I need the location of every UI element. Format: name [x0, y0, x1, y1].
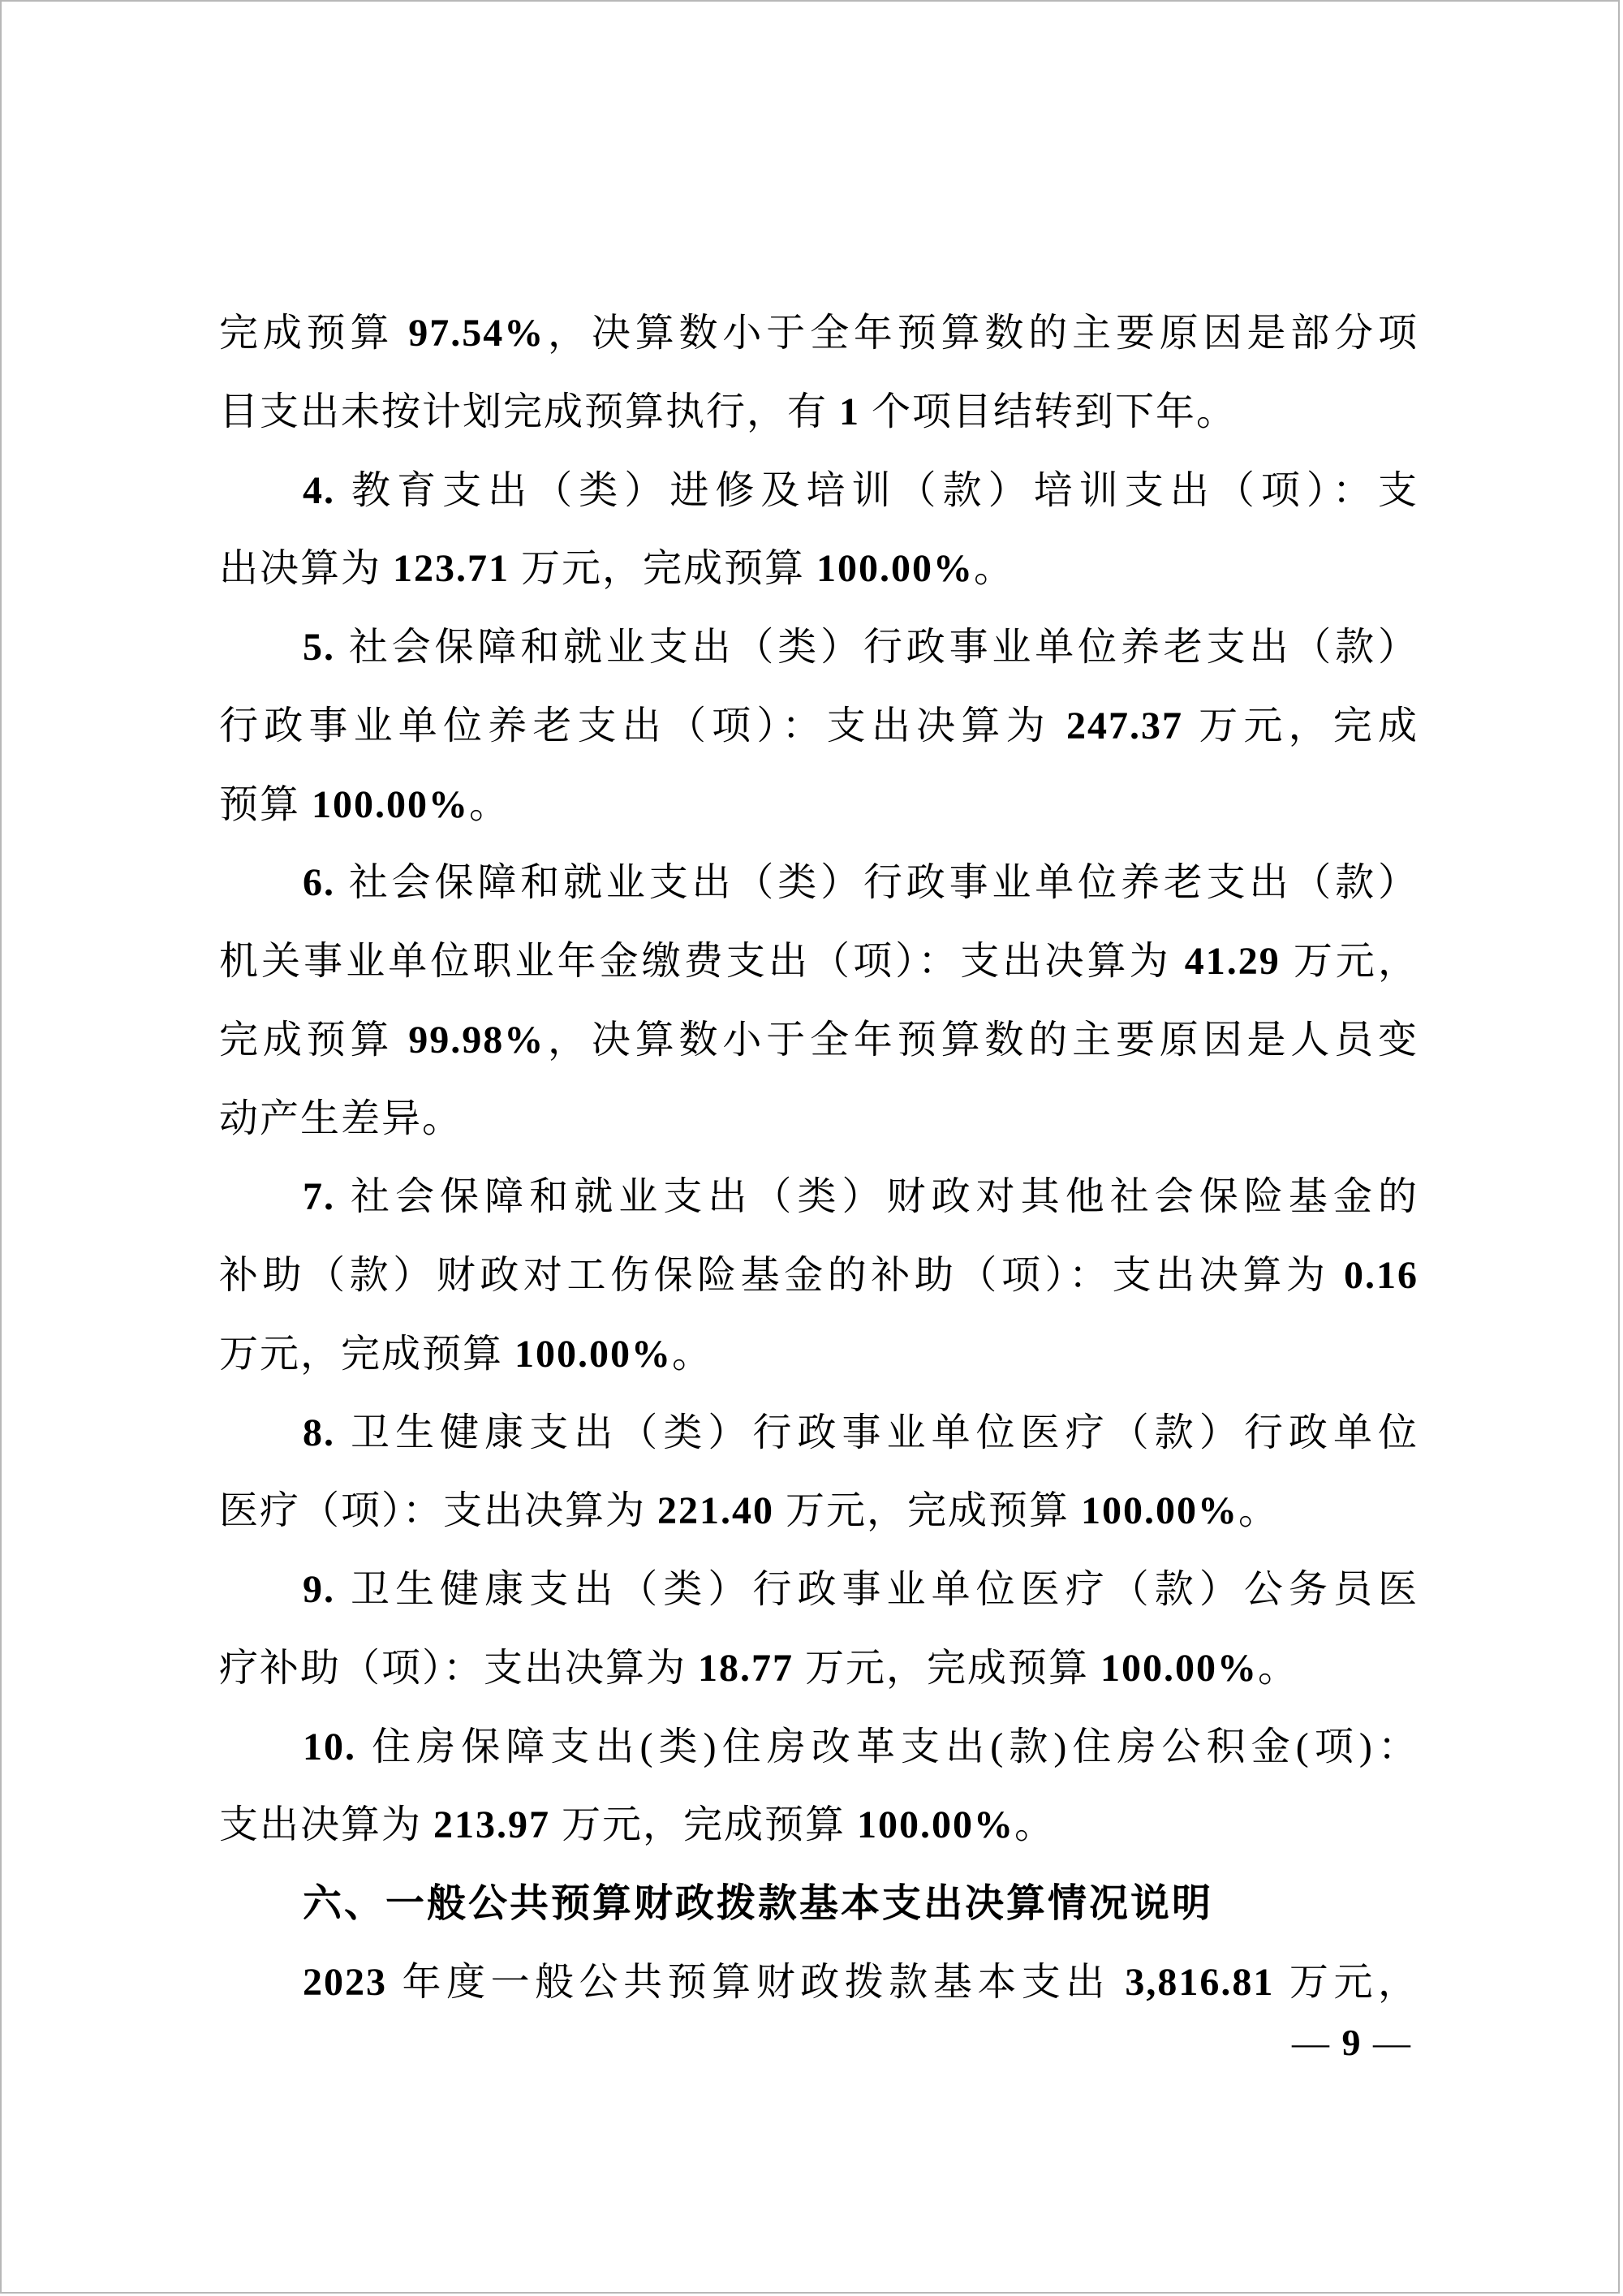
- body-text: 完成预算: [219, 312, 409, 355]
- text-line: [219, 1237, 1419, 1316]
- body-text: 疗补助（项）：支出决算为: [219, 1646, 699, 1690]
- text-line: [219, 844, 1419, 923]
- body-text: 社会保障和就业支出（类）行政事业单位养老支出（款）: [348, 861, 1419, 905]
- bold-number: 123.71: [393, 547, 510, 591]
- body-text: ，决算数小于全年预算数的主要原因是人员变: [545, 1018, 1419, 1062]
- body-text: 医疗（项）：支出决算为: [219, 1489, 658, 1533]
- bold-number: 8.: [303, 1411, 351, 1454]
- body-text: 社会保障和就业支出（类）行政事业单位养老支出（款）: [348, 626, 1419, 669]
- text-line: [219, 295, 1419, 373]
- bold-number: 100.00%: [816, 547, 975, 591]
- body-text: 目支出未按计划完成预算执行，有: [219, 390, 840, 433]
- body-text: 。: [1258, 1646, 1299, 1690]
- bold-number: 100.00%: [1100, 1646, 1259, 1690]
- text-line: [219, 687, 1419, 766]
- bold-number: 100.00%: [514, 1332, 673, 1376]
- page-number-digit: 9: [1341, 2022, 1363, 2063]
- body-text: 行政事业单位养老支出（项）：支出决算为: [219, 704, 1066, 747]
- body-text: 万元，完成预算: [794, 1646, 1101, 1690]
- body-text: 年度一般公共预算财政拨款基本支出: [387, 1960, 1126, 2004]
- text-line: [219, 1708, 1419, 1787]
- text-line: [219, 1002, 1419, 1080]
- text-line: [219, 1944, 1419, 2022]
- bold-number: 10.: [303, 1725, 372, 1768]
- page-number-dash-right: —: [1362, 2022, 1412, 2063]
- body-text: 。: [1014, 1803, 1056, 1847]
- body-text: ，决算数小于全年预算数的主要原因是部分项: [545, 312, 1419, 355]
- bold-number: 0.16: [1344, 1254, 1419, 1297]
- bold-number: 9.: [303, 1568, 351, 1611]
- body-text: 万元，完成预算: [219, 1332, 515, 1376]
- body-text: 社会保障和就业支出（类）财政对其他社会保险基金的: [351, 1175, 1419, 1219]
- bold-number: 100.00%: [312, 782, 470, 826]
- body-text: 万元，完成预算: [510, 547, 817, 591]
- text-line: [219, 1316, 1419, 1394]
- text-line: [219, 1158, 1419, 1237]
- body-text: 出决算为: [219, 547, 394, 591]
- text-line: [219, 530, 1419, 609]
- body-text: 教育支出（类）进修及培训（款）培训支出（项）：支: [351, 468, 1419, 512]
- text-line: [219, 1551, 1419, 1630]
- bold-number: 6.: [303, 861, 349, 905]
- text-line: [219, 1472, 1419, 1551]
- text-line: [219, 1080, 1419, 1159]
- bold-number: 2023: [303, 1960, 387, 2004]
- body-text: 预算: [219, 782, 312, 826]
- text-line: [219, 1394, 1419, 1473]
- text-line: [219, 452, 1419, 531]
- bold-number: 100.00%: [1081, 1489, 1239, 1533]
- section-heading: [219, 1865, 1419, 1944]
- body-text: 卫生健康支出（类）行政事业单位医疗（款）行政单位: [351, 1411, 1419, 1454]
- bold-number: 99.98%: [408, 1018, 545, 1062]
- body-text: 个项目结转到下年。: [860, 390, 1238, 433]
- body-text: 。: [974, 547, 1015, 591]
- bold-number: 97.54%: [408, 312, 545, 355]
- body-text: 支出决算为: [219, 1803, 434, 1847]
- text-line: [219, 373, 1419, 452]
- bold-number: 221.40: [657, 1489, 775, 1533]
- page-number-dash-left: —: [1292, 2022, 1342, 2063]
- text-block: [219, 295, 1419, 2022]
- body-text: 六、一般公共预算财政拨款基本支出决算情况说明: [303, 1882, 1214, 1925]
- body-text: 万元，完成预算: [550, 1803, 858, 1847]
- body-text: 补助（款）财政对工伤保险基金的补助（项）：支出决算为: [219, 1254, 1344, 1297]
- page-number: [1292, 2018, 1412, 2067]
- body-text: 万元，完成: [1182, 704, 1419, 747]
- text-line: [219, 1630, 1419, 1708]
- body-text: 万元，完成预算: [774, 1489, 1082, 1533]
- body-text: 完成预算: [219, 1018, 409, 1062]
- body-text: 。: [1238, 1489, 1280, 1533]
- bold-number: 1: [839, 390, 861, 433]
- bold-number: 4.: [303, 468, 352, 512]
- body-text: 万元，: [1274, 1960, 1419, 2004]
- bold-number: 41.29: [1184, 940, 1281, 983]
- body-text: 万元，: [1280, 940, 1419, 983]
- bold-number: 5.: [303, 626, 349, 669]
- text-line: [219, 1786, 1419, 1865]
- bold-number: 247.37: [1065, 704, 1183, 747]
- bold-number: 7.: [303, 1175, 351, 1219]
- body-text: 。: [672, 1332, 713, 1376]
- bold-number: 100.00%: [857, 1803, 1015, 1847]
- bold-number: 3,816.81: [1125, 1960, 1275, 2004]
- bold-number: 18.77: [698, 1646, 794, 1690]
- text-line: [219, 609, 1419, 687]
- body-text: 住房保障支出(类)住房改革支出(款)住房公积金(项)：: [372, 1725, 1419, 1768]
- body-text: 卫生健康支出（类）行政事业单位医疗（款）公务员医: [351, 1568, 1419, 1611]
- body-text: 。: [469, 782, 510, 826]
- text-line: [219, 766, 1419, 845]
- text-line: [219, 923, 1419, 1002]
- body-text: 机关事业单位职业年金缴费支出（项）：支出决算为: [219, 940, 1185, 983]
- body-text: 动产生差异。: [219, 1096, 463, 1140]
- bold-number: 213.97: [433, 1803, 551, 1847]
